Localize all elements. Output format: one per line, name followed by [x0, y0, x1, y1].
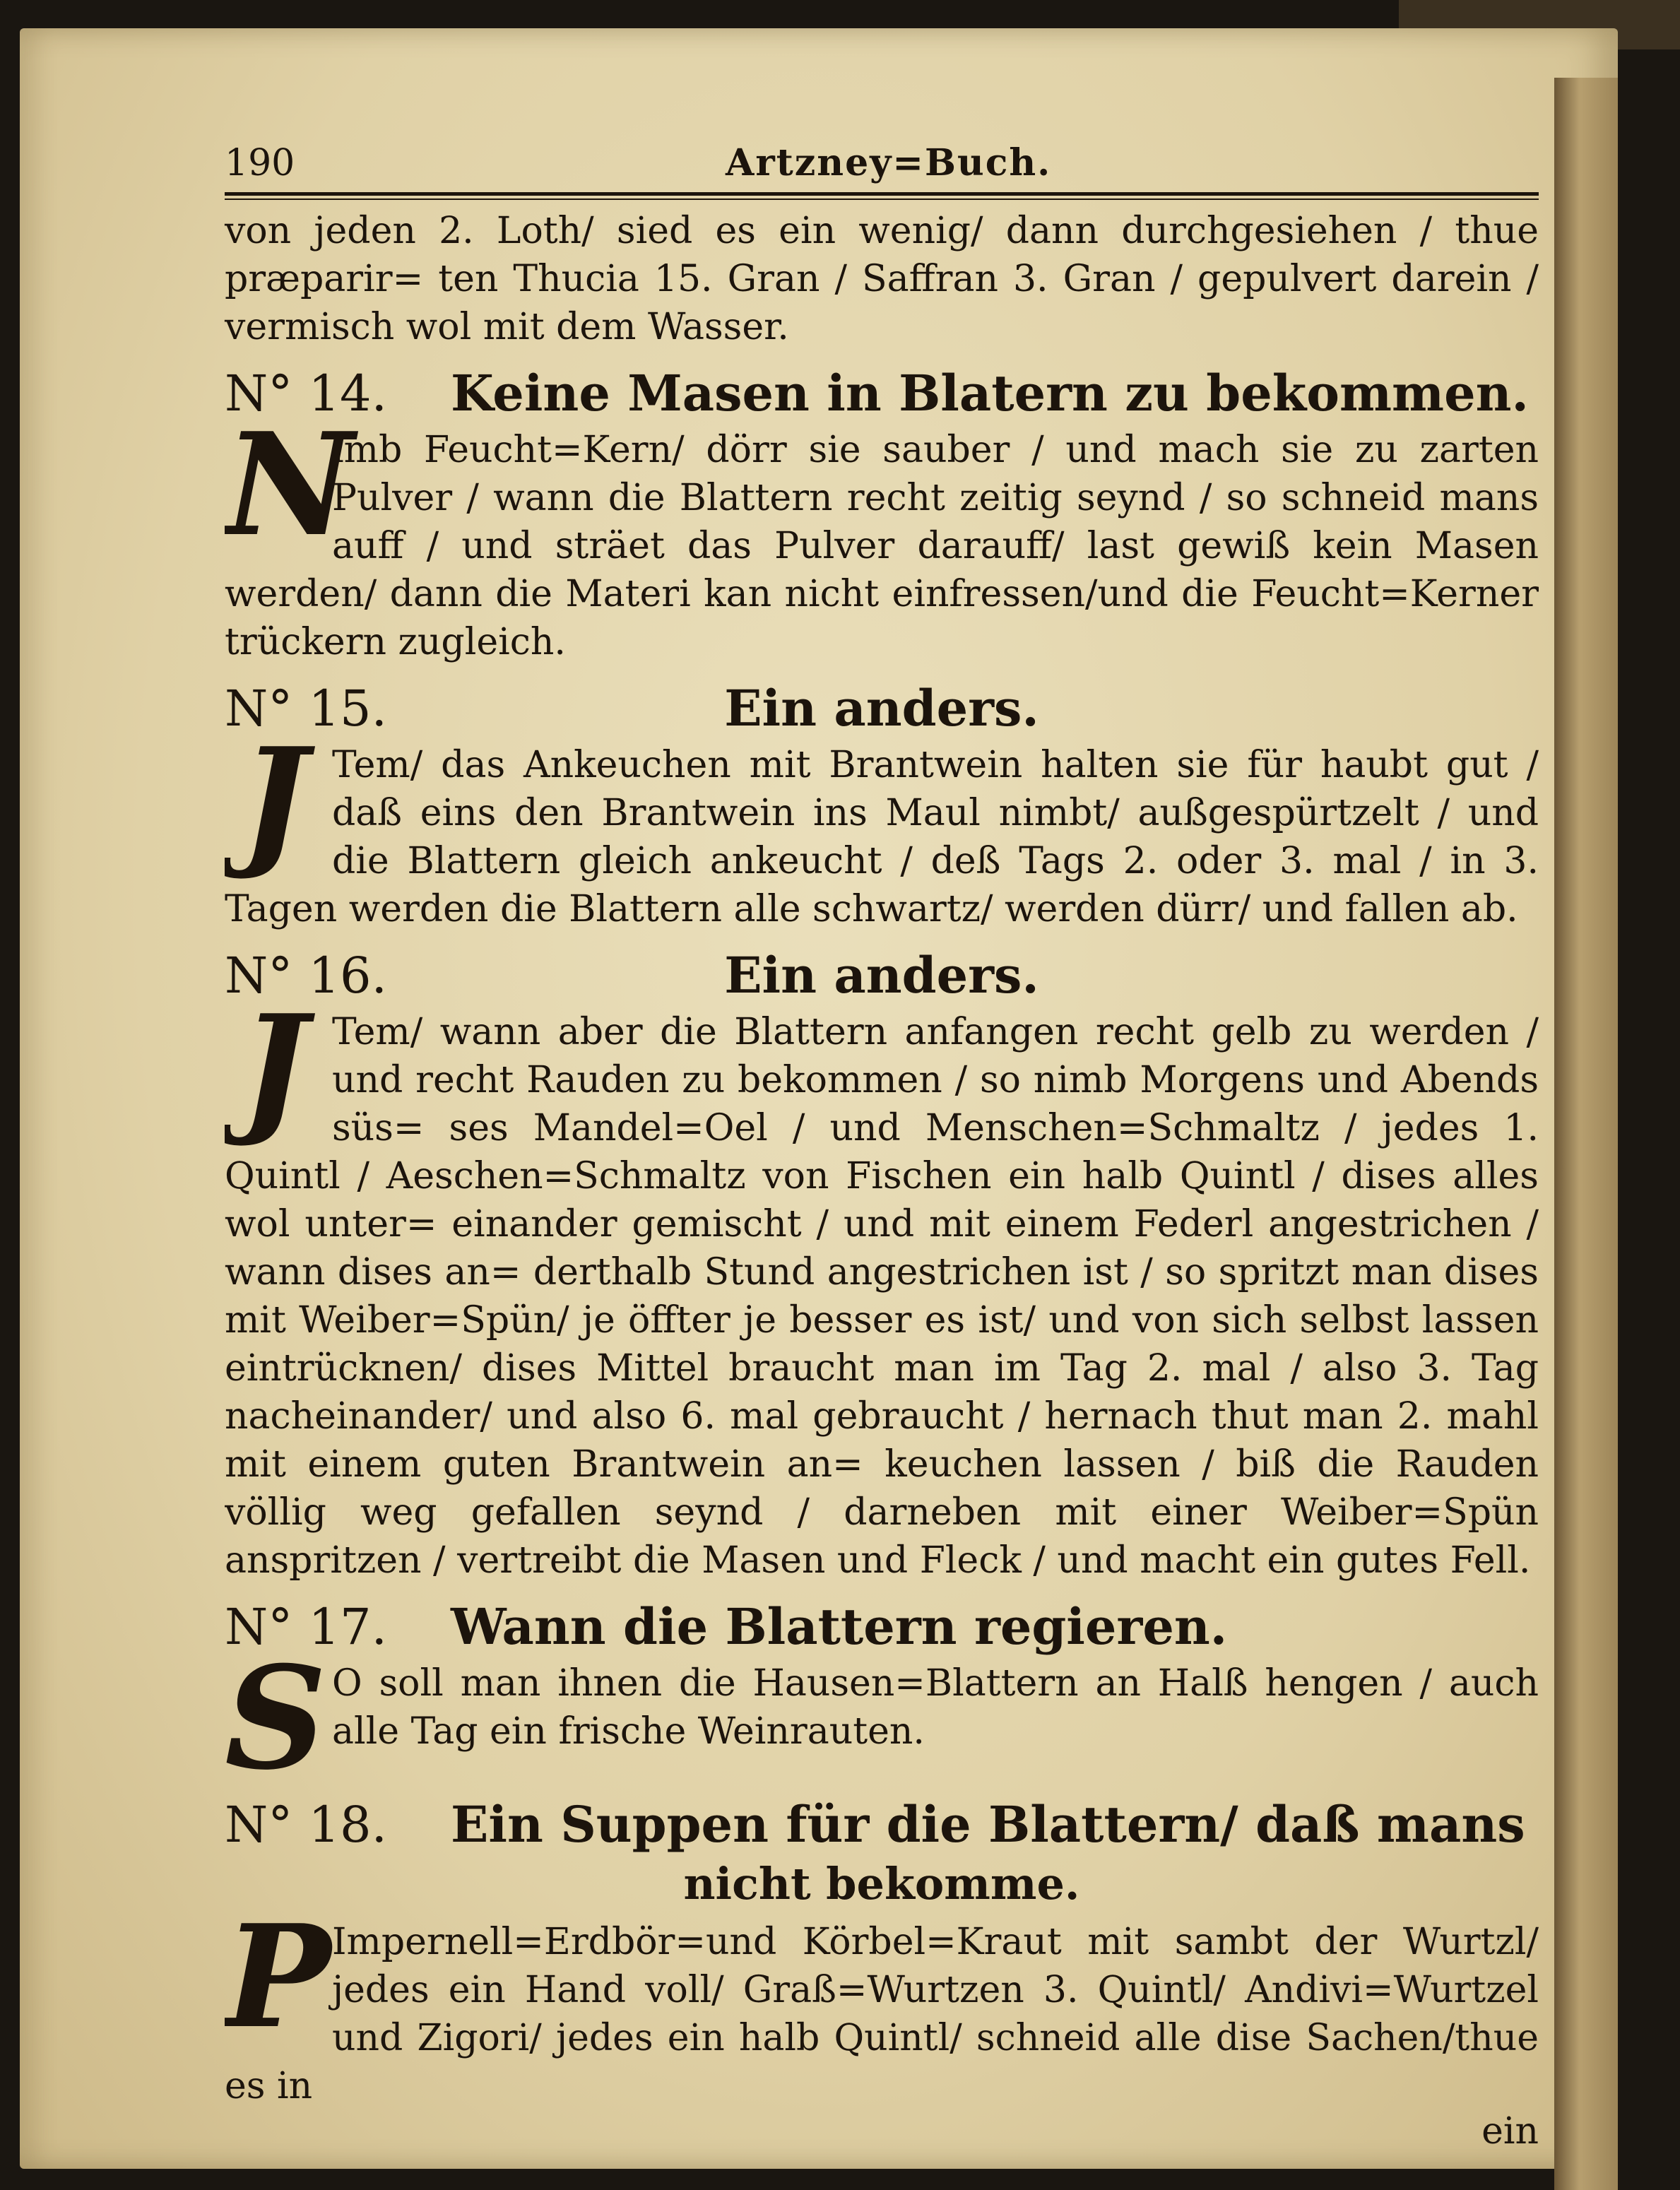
section-body-15 [225, 741, 1539, 933]
running-title: Artzney=Buch. [725, 141, 1052, 184]
section-body-14 [225, 426, 1539, 666]
section-title-line2: nicht bekomme. [683, 1858, 1080, 1910]
section-title: Keine Masen in Blatern zu bekommen. [451, 364, 1529, 422]
section-heading-16 [225, 946, 1539, 1005]
running-head [225, 141, 1539, 188]
section-number: N° 15. [225, 680, 387, 738]
section-body-17 [225, 1659, 1539, 1782]
section-body-16 [225, 1008, 1539, 1585]
section-text: imb Feucht=Kern/ dörr sie sauber / und mach sie zu zarten Pulver / wann die Blattern recht zeitig seynd / so schneid mans auff / und sträet das Pulver darauff/ last gewiß kein Masen werden/ dann die Materi kan nicht einfressen/und die Feucht=Kerner trückern zugleich. [225, 429, 1539, 663]
section-number: N° 16. [225, 947, 387, 1005]
section-number: N° 14. [225, 365, 387, 422]
section-title: Ein anders. [724, 946, 1039, 1005]
drop-cap: J [240, 1008, 308, 1150]
section-heading-18 [225, 1795, 1539, 1854]
next-page-edge [1554, 78, 1618, 2190]
section-title: Wann die Blattern regieren. [451, 1597, 1228, 1656]
section-text: Impernell=Erdbör=und Körbel=Kraut mit sambt der Wurtzl/ jedes ein Hand voll/ Graß=Wurtzen 3. Quintl/ Andivi=Wurtzel und Zigori/ jedes ein halb Quintl/ schneid alle dise Sachen/thue es in [225, 1921, 1539, 2107]
section-title: Ein Suppen für die Blattern/ daß mans [451, 1795, 1525, 1854]
drop-cap: J [240, 741, 308, 883]
page-text-block [225, 141, 1539, 2153]
drop-cap: N [225, 426, 354, 568]
drop-cap: S [225, 1659, 327, 1782]
section-text: Tem/ wann aber die Blattern anfangen recht gelb zu werden / und recht Rauden zu bekommen / so nimb Morgens und Abends süs= ses Mandel=Oel / und Menschen=Schmaltz / jedes 1. Quintl / Aeschen=Schmaltz von Fischen ein halb Quintl / dises alles wol unter= einander gemischt / und mit einem Federl angestrichen / wann dises an= derthalb Stund angestrichen ist / so spritzt man dises mit Weiber=Spün/ je öffter je besser es ist/ und von sich selbst lassen eintrücknen/ dises Mittel braucht man im Tag 2. mal / also 3. Tag nacheinander/ und also 6. mal gebraucht / hernach thut man 2. mahl mit einem guten Brantwein an= keuchen lassen / biß die Rauden völlig weg gefallen seynd / darneben mit einer Weiber=Spün anspritzen / vertreibt die Masen und Fleck / und macht ein gutes Fell. [225, 1011, 1539, 1582]
section-heading-14 [225, 364, 1539, 423]
header-rule [225, 192, 1539, 200]
section-body-18 [225, 1918, 1539, 2110]
section-heading-17 [225, 1597, 1539, 1657]
section-text: O soll man ihnen die Hausen=Blattern an Halß hengen / auch alle Tag ein frische Weinrauten. [332, 1662, 1539, 1753]
section-title: Ein anders. [724, 679, 1039, 738]
page-number: 190 [225, 142, 295, 184]
intro-paragraph: von jeden 2. Loth/ sied es ein wenig/ dann durchgesiehen / thue præparir= ten Thucia 15. Gran / Saffran 3. Gran / gepulvert darein / vermisch wol mit dem Wasser. [225, 210, 1539, 348]
section-number: N° 17. [225, 1598, 387, 1656]
drop-cap: P [225, 1918, 331, 2060]
section-number: N° 18. [225, 1796, 387, 1854]
section-text: Tem/ das Ankeuchen mit Brantwein halten sie für haubt gut / daß eins den Brantwein ins Maul nimbt/ außgespürtzelt / und die Blattern gleich ankeucht / deß Tags 2. oder 3. mal / in 3. Tagen werden die Blattern alle schwartz/ werden dürr/ und fallen ab. [225, 744, 1539, 930]
section-heading-15 [225, 679, 1539, 738]
catchword: ein [1481, 2110, 1539, 2153]
